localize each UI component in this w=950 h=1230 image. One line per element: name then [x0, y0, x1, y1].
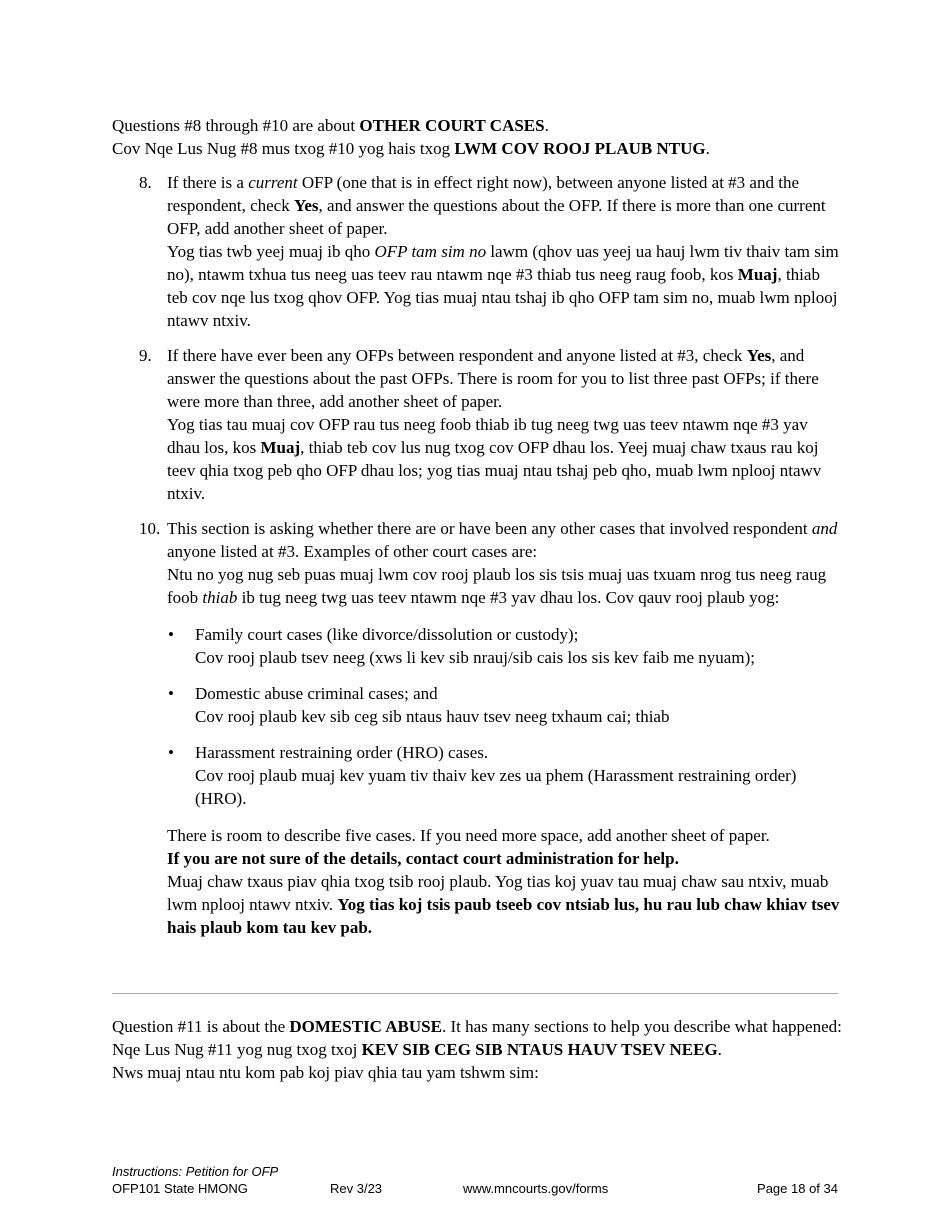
list-item-hmong: Cov rooj plaub tsev neeg (xws li kev sib nrauj/sib cais los sis kev faib me nyuam); [195, 648, 755, 667]
intro-hmong [112, 137, 842, 160]
intro-english-text: Questions #8 through #10 are about [112, 116, 360, 135]
text-run: Nqe Lus Nug #11 yog nug txog txoj [112, 1040, 362, 1059]
closing-english: There is room to describe five cases. If you need more space, add another sheet of paper. [167, 826, 770, 845]
question-list [112, 171, 842, 951]
italic-run: OFP tam sim no [374, 242, 487, 261]
q11-english [112, 1015, 842, 1038]
bullet-icon: • [168, 684, 174, 703]
question-10-hmong [167, 563, 842, 609]
list-item-english: Harassment restraining order (HRO) cases. [195, 743, 489, 762]
question-number: 8. [139, 173, 152, 192]
question-10-english [167, 517, 842, 563]
bold-run: Muaj [737, 265, 778, 284]
section-divider [112, 993, 838, 994]
bold-run: Muaj [260, 438, 301, 457]
italic-run: and [811, 519, 838, 538]
text-run: ib tug neeg twg uas teev ntawm nqe #3 yav dhau los. Cov qauv rooj plaub yog: [237, 588, 780, 607]
italic-run: current [248, 173, 298, 192]
intro-hmong-emphasis: LWM COV ROOJ PLAUB NTUG [454, 139, 706, 158]
intro-english [112, 114, 842, 137]
text-run: , and answer the questions about the past OFPs. There is room for you to list three past OFPs; if there were more than three, add another sheet of paper. [167, 346, 819, 411]
page-footer [112, 1163, 838, 1197]
q11-hmong [112, 1038, 842, 1061]
footer-website: www.mncourts.gov/forms [463, 1181, 609, 1196]
intro-hmong-text: Cov Nqe Lus Nug #8 mus txog #10 yog hais txog [112, 139, 455, 158]
text-run: , thiab teb cov lus nug txog cov OFP dhau los. Yeej muaj chaw txaus rau koj teev qhia txog peb qho OFP dhau los; yog tias muaj ntau tshaj peb qho, muab lwm nplooj ntawv ntxiv. [167, 438, 822, 503]
text-run: If there is a [167, 173, 249, 192]
italic-run: thiab [202, 588, 238, 607]
intro-english-suffix: . [544, 116, 549, 135]
text-run: OFP (one that is in effect right now), between anyone listed at #3 and the respondent, check [167, 173, 799, 215]
text-run: anyone listed at #3. Examples of other court cases are: [167, 542, 538, 561]
closing-english-bold [167, 847, 842, 870]
text-run: Question #11 is about the [112, 1017, 290, 1036]
footer-page-number: Page 18 of 34 [757, 1181, 838, 1196]
footer-title: Instructions: Petition for OFP [112, 1164, 279, 1179]
list-item-english: Family court cases (like divorce/dissolution or custody); [195, 625, 579, 644]
footer-form-id: OFP101 State HMONG [112, 1181, 248, 1196]
text-run: This section is asking whether there are or have been any other cases that involved respondent [167, 519, 812, 538]
question-11-intro [112, 1015, 842, 1084]
intro-english-emphasis: OTHER COURT CASES [359, 116, 545, 135]
bold-run: DOMESTIC ABUSE [289, 1017, 442, 1036]
question-number: 9. [139, 346, 152, 365]
list-item-hmong: Cov rooj plaub kev sib ceg sib ntaus hauv tsev neeg txhaum cai; thiab [195, 707, 670, 726]
question-9 [112, 344, 842, 505]
text-run: , and answer the questions about the OFP. If there is more than one current OFP, add another sheet of paper. [167, 196, 826, 238]
text-run: . [717, 1040, 722, 1059]
list-item [167, 682, 842, 728]
list-item-hmong: Cov rooj plaub muaj kev yuam tiv thaiv kev zes ua phem (Harassment restraining order) (HRO). [195, 766, 797, 808]
question-8-hmong [167, 240, 842, 332]
text-run: Muaj chaw txaus piav qhia txog tsib rooj plaub. Yog tias koj yuav tau muaj chaw sau ntxiv, muab lwm nplooj ntawv ntxiv. [167, 872, 829, 914]
question-9-english [167, 344, 842, 413]
text-run: Yog tias twb yeej muaj ib qho [167, 242, 375, 261]
bold-run: If you are not sure of the details, contact court administration for help. [167, 849, 679, 868]
bold-run: Yog tias koj tsis paub tseeb cov ntsiab lus, hu rau lub chaw khiav tsev hais plaub kom tau kev pab. [167, 895, 840, 937]
text-run: Yog tias tau muaj cov OFP rau tus neeg foob thiab ib tug neeg twg uas teev ntawm nqe #3 yav dhau los, kos [167, 415, 808, 457]
question-9-hmong [167, 413, 842, 505]
bold-run: Yes [746, 346, 772, 365]
section-intro [112, 114, 842, 160]
bullet-icon: • [168, 625, 174, 644]
text-run: . It has many sections to help you describe what happened: [441, 1017, 842, 1036]
closing-hmong [167, 870, 842, 939]
list-item-english: Domestic abuse criminal cases; and [195, 684, 438, 703]
question-10-closing [167, 824, 842, 939]
question-8-english [167, 171, 842, 240]
question-8 [112, 171, 842, 332]
intro-hmong-suffix: . [705, 139, 710, 158]
question-number: 10. [139, 519, 161, 538]
question-10 [112, 517, 842, 939]
list-item [167, 623, 842, 669]
bold-run: KEV SIB CEG SIB NTAUS HAUV TSEV NEEG [361, 1040, 718, 1059]
list-item [167, 741, 842, 810]
text-run: Ntu no yog nug seb puas muaj lwm cov rooj plaub los sis tsis muaj uas txuam nrog tus neeg raug foob [167, 565, 827, 607]
text-run: , thiab teb cov nqe lus txog qhov OFP. Yog tias muaj ntau tshaj ib qho OFP tam sim no, muab lwm nplooj ntawv ntxiv. [167, 265, 838, 330]
bold-run: Yes [293, 196, 319, 215]
footer-row [112, 1180, 838, 1197]
text-run: lawm (qhov uas yeej ua hauj lwm tiv thaiv tam sim no), ntawm txhua tus neeg uas teev rau ntawm nqe #3 thiab tus neeg raug foob, kos [167, 242, 839, 284]
bullet-icon: • [168, 743, 174, 762]
text-run: If there have ever been any OFPs between respondent and anyone listed at #3, check [167, 346, 747, 365]
court-case-examples [167, 623, 842, 810]
footer-revision: Rev 3/23 [330, 1181, 383, 1196]
q11-hmong-line2: Nws muaj ntau ntu kom pab koj piav qhia tau yam tshwm sim: [112, 1063, 539, 1082]
